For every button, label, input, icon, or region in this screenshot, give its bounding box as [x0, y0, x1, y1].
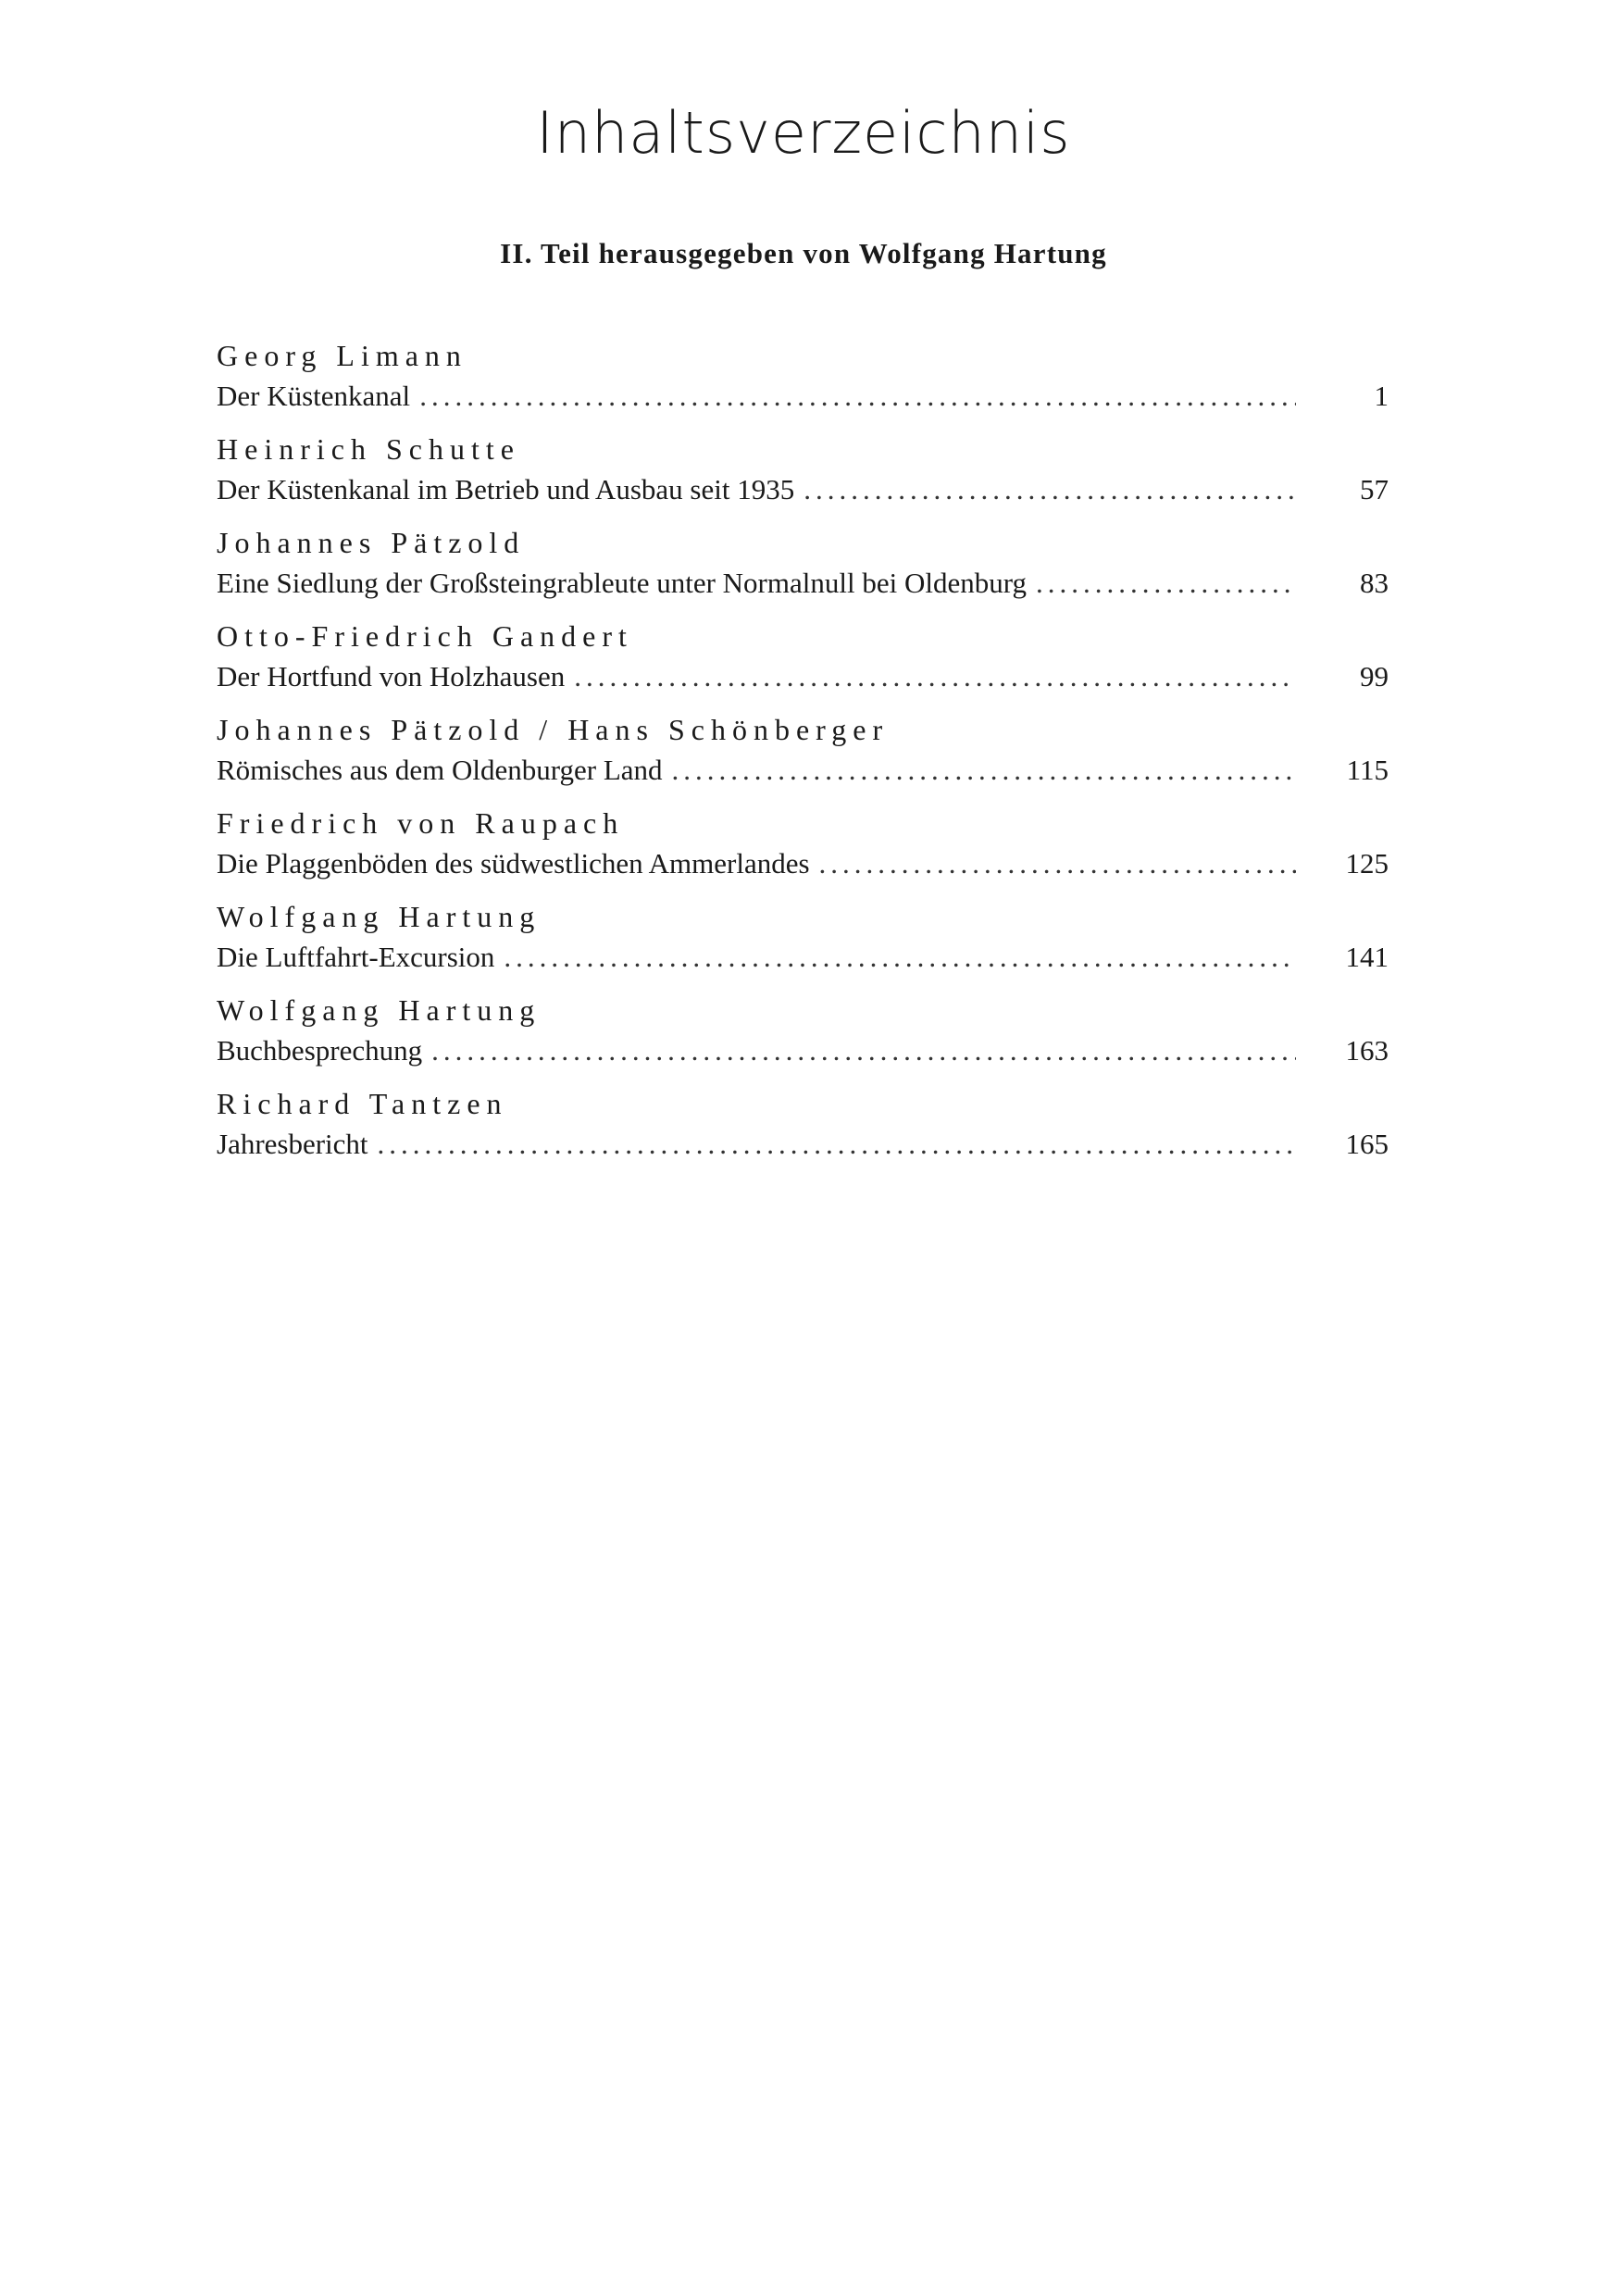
toc-title: Buchbesprechung — [217, 1034, 423, 1067]
toc-page-number: 115 — [1346, 754, 1389, 786]
toc-page-number: 141 — [1345, 941, 1389, 973]
toc-line[interactable] — [217, 1030, 1389, 1075]
toc-entry — [217, 616, 1389, 709]
page-subtitle: II. Teil herausgegeben von Wolfgang Hartung — [500, 237, 1107, 269]
toc-page-number: 1 — [1374, 380, 1389, 412]
toc-page-number: 125 — [1345, 847, 1389, 880]
toc-author: Friedrich von Raupach — [217, 806, 625, 840]
toc-author: Wolfgang Hartung — [217, 900, 542, 933]
toc-line[interactable] — [217, 1124, 1389, 1168]
table-of-contents — [217, 335, 1389, 1177]
toc-entry — [217, 990, 1389, 1083]
toc-author: Johannes Pätzold — [217, 526, 526, 559]
toc-title: Der Küstenkanal im Betrieb und Ausbau seit 1935 — [217, 473, 795, 505]
page-title: Inhaltsverzeichnis — [536, 99, 1071, 167]
toc-title: Jahresbericht — [217, 1128, 368, 1160]
toc-line[interactable] — [217, 563, 1389, 607]
toc-entry — [217, 709, 1389, 803]
toc-title: Der Hortfund von Holzhausen — [217, 660, 566, 693]
dot-leader — [574, 656, 1296, 697]
toc-title: Eine Siedlung der Großsteingrableute unter Normalnull bei Oldenburg — [217, 567, 1027, 599]
toc-entry — [217, 522, 1389, 616]
dot-leader — [419, 376, 1296, 417]
toc-line[interactable] — [217, 843, 1389, 888]
toc-title: Die Luftfahrt-Excursion — [217, 941, 495, 973]
toc-line[interactable] — [217, 937, 1389, 981]
toc-entry — [217, 803, 1389, 896]
toc-line[interactable] — [217, 376, 1389, 420]
toc-title: Römisches aus dem Oldenburger Land — [217, 754, 663, 786]
toc-entry — [217, 429, 1389, 522]
toc-title: Die Plaggenböden des südwestlichen Ammerlandes — [217, 847, 810, 880]
toc-entry — [217, 335, 1389, 429]
toc-page-number: 163 — [1345, 1034, 1389, 1067]
toc-line[interactable] — [217, 656, 1389, 701]
toc-line[interactable] — [217, 750, 1389, 794]
toc-page-number: 57 — [1360, 473, 1389, 505]
toc-author: Johannes Pätzold / Hans Schönberger — [217, 713, 890, 746]
toc-page-number: 165 — [1345, 1128, 1389, 1160]
toc-author: Heinrich Schutte — [217, 432, 520, 466]
dot-leader — [504, 937, 1296, 978]
dot-leader — [1036, 563, 1296, 604]
toc-title: Der Küstenkanal — [217, 380, 411, 412]
toc-author: Richard Tantzen — [217, 1087, 508, 1120]
dot-leader — [378, 1124, 1296, 1165]
toc-line[interactable] — [217, 469, 1389, 514]
toc-page-number: 99 — [1360, 660, 1389, 693]
toc-entry — [217, 896, 1389, 990]
toc-author: Wolfgang Hartung — [217, 993, 542, 1027]
toc-entry — [217, 1083, 1389, 1177]
dot-leader — [804, 469, 1296, 510]
toc-author: Otto-Friedrich Gandert — [217, 619, 633, 653]
toc-author: Georg Limann — [217, 339, 467, 372]
dot-leader — [431, 1030, 1296, 1071]
toc-page-number: 83 — [1360, 567, 1389, 599]
dot-leader — [672, 750, 1296, 791]
dot-leader — [819, 843, 1296, 884]
